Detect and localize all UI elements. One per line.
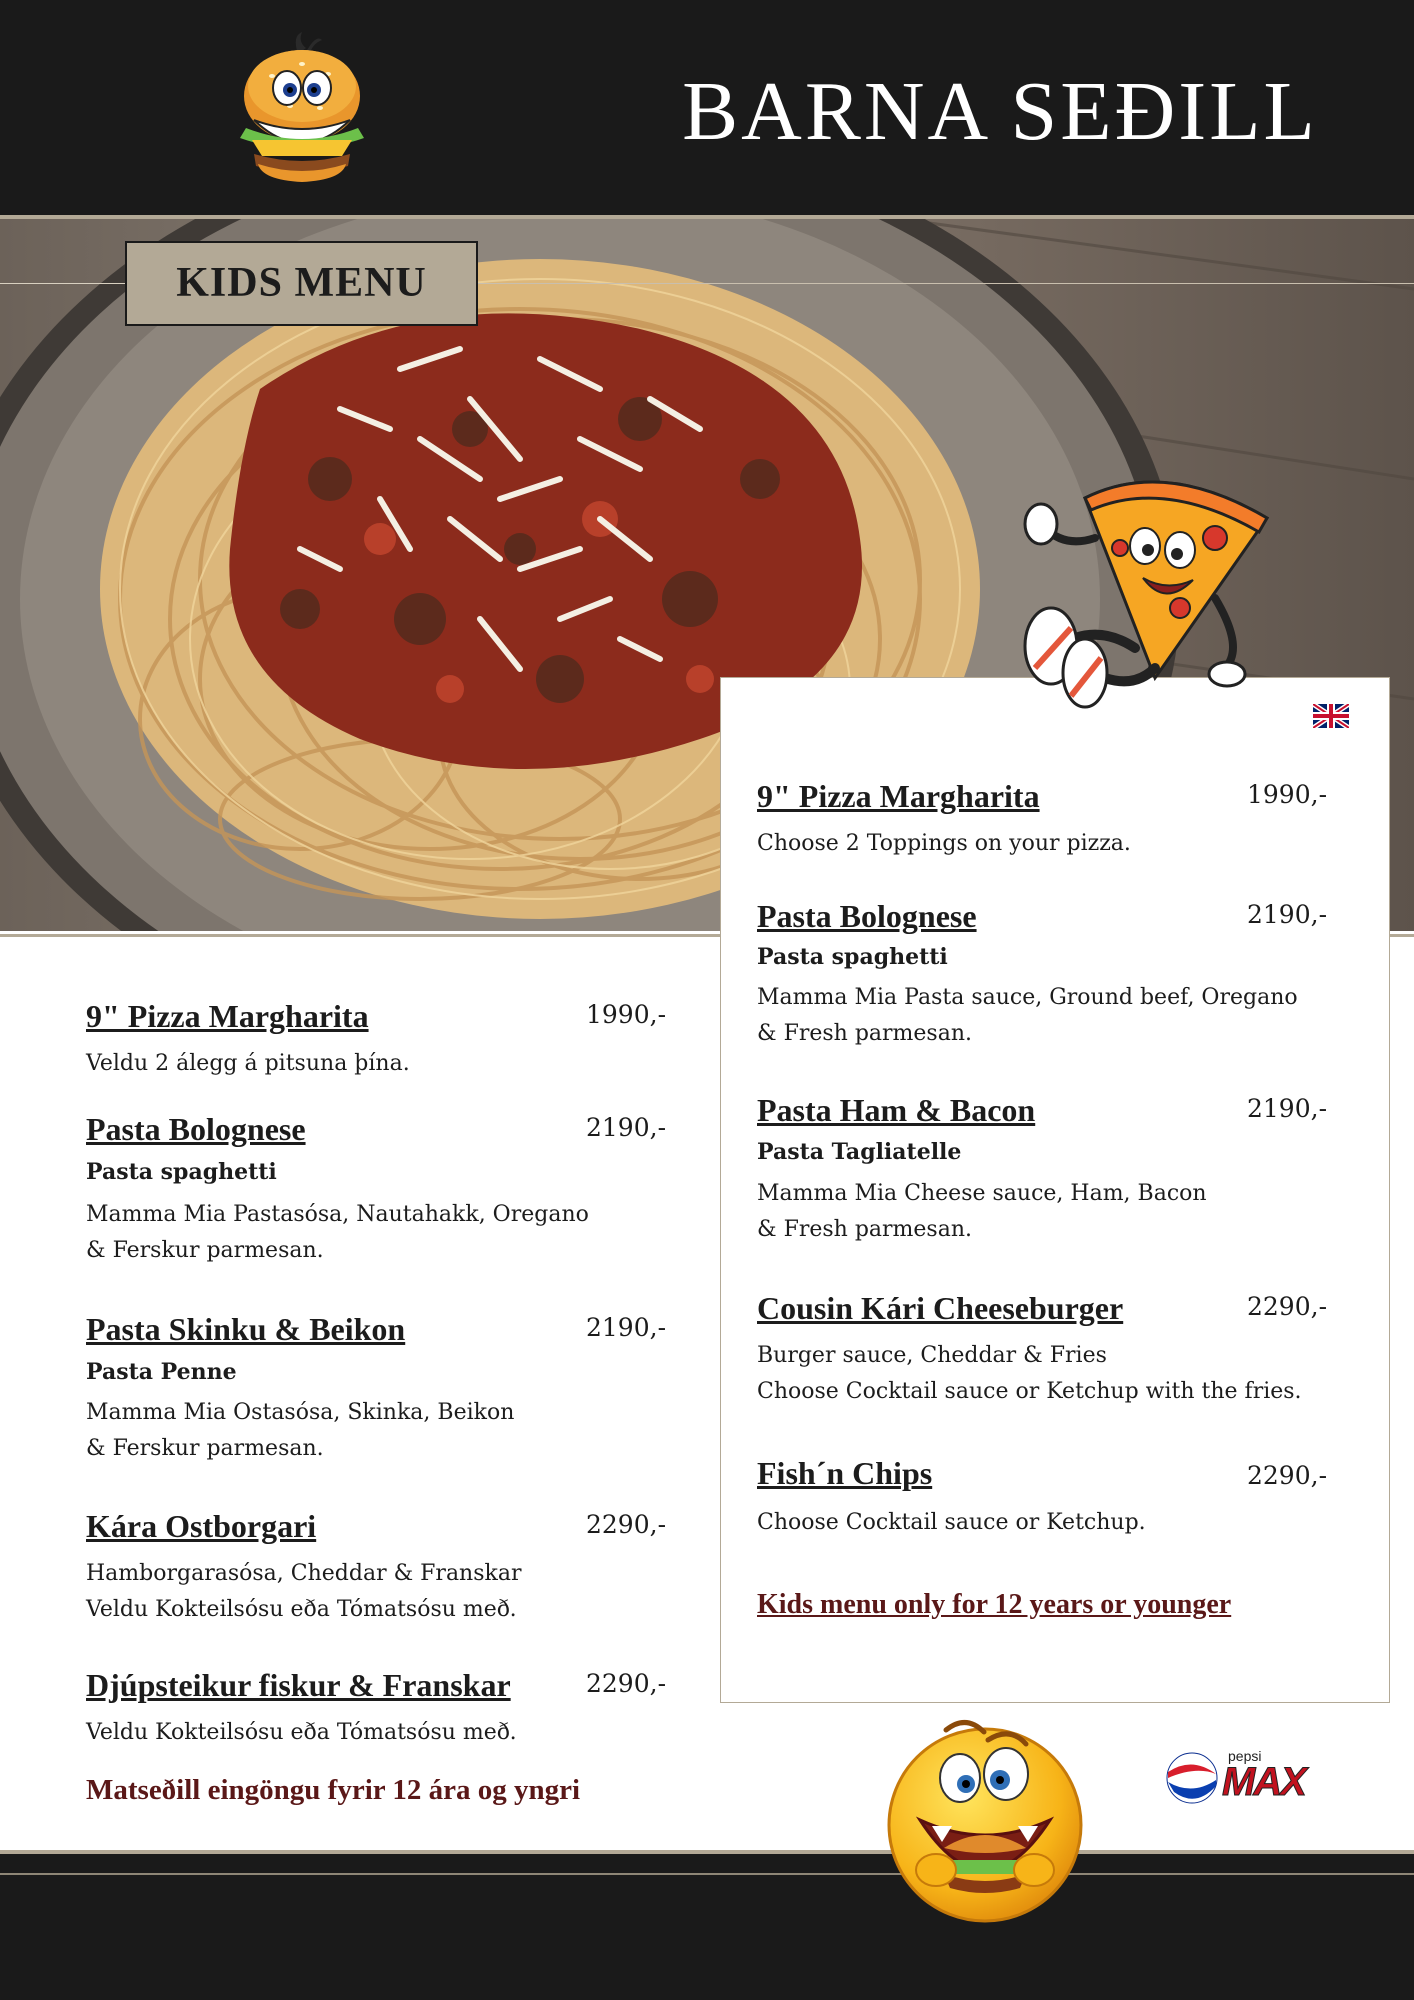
pizza-mascot-icon bbox=[1005, 468, 1270, 718]
menu-item-burger-en bbox=[757, 1290, 1357, 1420]
menu-item-pizza-en bbox=[757, 778, 1337, 858]
item-price: 2190,- bbox=[586, 1313, 667, 1342]
item-desc: Mamma Mia Cheese sauce, Ham, Bacon bbox=[757, 1181, 1207, 1206]
age-note-en: Kids menu only for 12 years or younger bbox=[757, 1589, 1232, 1620]
menu-item-fish-en bbox=[757, 1455, 1337, 1535]
item-price: 2190,- bbox=[1247, 900, 1328, 929]
menu-item-pizza-is bbox=[86, 998, 670, 1088]
item-name: Kára Ostborgari bbox=[86, 1508, 317, 1544]
item-price: 2290,- bbox=[1247, 1292, 1328, 1321]
item-price: 1990,- bbox=[586, 1000, 667, 1029]
menu-item-bolognese-en bbox=[757, 898, 1337, 1058]
pepsi-max-logo: MAX bbox=[1222, 1760, 1305, 1804]
pepsi-wordmark: pepsi bbox=[1228, 1748, 1262, 1764]
item-name: Pasta Bolognese bbox=[86, 1111, 306, 1147]
item-desc: Mamma Mia Pastasósa, Nautahakk, Oregano bbox=[86, 1202, 589, 1227]
item-desc: Veldu 2 álegg á pitsuna þína. bbox=[86, 1051, 410, 1076]
item-desc: Veldu Kokteilsósu eða Tómatsósu með. bbox=[86, 1720, 517, 1745]
menu-item-bolognese-is bbox=[86, 1111, 670, 1271]
item-desc: Veldu Kokteilsósu eða Tómatsósu með. bbox=[86, 1597, 517, 1622]
item-desc: Choose Cocktail sauce or Ketchup with the fries. bbox=[757, 1379, 1302, 1404]
menu-item-ham-bacon-is bbox=[86, 1311, 670, 1471]
menu-item-fish-is bbox=[86, 1667, 670, 1757]
menu-item-burger-is bbox=[86, 1508, 670, 1638]
item-desc: & Ferskur parmesan. bbox=[86, 1238, 324, 1263]
item-name: 9" Pizza Margharita bbox=[757, 778, 1040, 814]
banner-line bbox=[0, 283, 125, 284]
item-name: Pasta Skinku & Beikon bbox=[86, 1311, 406, 1347]
kids-menu-banner: KIDS MENU bbox=[125, 241, 478, 326]
item-name: Fish´n Chips bbox=[757, 1455, 933, 1491]
item-name: Djúpsteikur fiskur & Franskar bbox=[86, 1667, 511, 1703]
age-note-is: Matseðill eingöngu fyrir 12 ára og yngri bbox=[86, 1774, 581, 1806]
item-name: Pasta Bolognese bbox=[757, 898, 977, 934]
burger-mascot-icon bbox=[232, 28, 372, 183]
item-desc: Hamborgarasósa, Cheddar & Franskar bbox=[86, 1561, 522, 1586]
item-sub: Pasta spaghetti bbox=[757, 944, 948, 970]
item-name: 9" Pizza Margharita bbox=[86, 998, 369, 1034]
item-price: 2190,- bbox=[586, 1113, 667, 1142]
item-desc: & Ferskur parmesan. bbox=[86, 1436, 324, 1461]
item-sub: Pasta Penne bbox=[86, 1359, 237, 1385]
item-sub: Pasta Tagliatelle bbox=[757, 1139, 962, 1165]
item-price: 2190,- bbox=[1247, 1094, 1328, 1123]
item-desc: Burger sauce, Cheddar & Fries bbox=[757, 1343, 1107, 1368]
page-title: BARNA SEÐILL bbox=[682, 65, 1318, 158]
smiley-burger-icon bbox=[880, 1710, 1090, 1940]
banner-line bbox=[478, 283, 1414, 284]
footer-bar bbox=[0, 1854, 1414, 2000]
item-desc: Mamma Mia Pasta sauce, Ground beef, Oregano bbox=[757, 985, 1298, 1010]
item-desc: Mamma Mia Ostasósa, Skinka, Beikon bbox=[86, 1400, 515, 1425]
item-name: Pasta Ham & Bacon bbox=[757, 1092, 1036, 1128]
item-desc: Choose 2 Toppings on your pizza. bbox=[757, 831, 1131, 856]
item-desc: Choose Cocktail sauce or Ketchup. bbox=[757, 1510, 1146, 1535]
item-price: 2290,- bbox=[586, 1669, 667, 1698]
item-sub: Pasta spaghetti bbox=[86, 1159, 277, 1185]
item-name: Cousin Kári Cheeseburger bbox=[757, 1290, 1124, 1326]
footer-rule bbox=[0, 1873, 1414, 1875]
pepsi-globe-icon bbox=[1166, 1752, 1218, 1804]
item-price: 2290,- bbox=[586, 1510, 667, 1539]
item-desc: & Fresh parmesan. bbox=[757, 1021, 972, 1046]
item-desc: & Fresh parmesan. bbox=[757, 1217, 972, 1242]
uk-flag-icon bbox=[1313, 704, 1349, 728]
item-price: 2290,- bbox=[1247, 1461, 1328, 1490]
menu-item-ham-bacon-en bbox=[757, 1092, 1337, 1252]
item-price: 1990,- bbox=[1247, 780, 1328, 809]
